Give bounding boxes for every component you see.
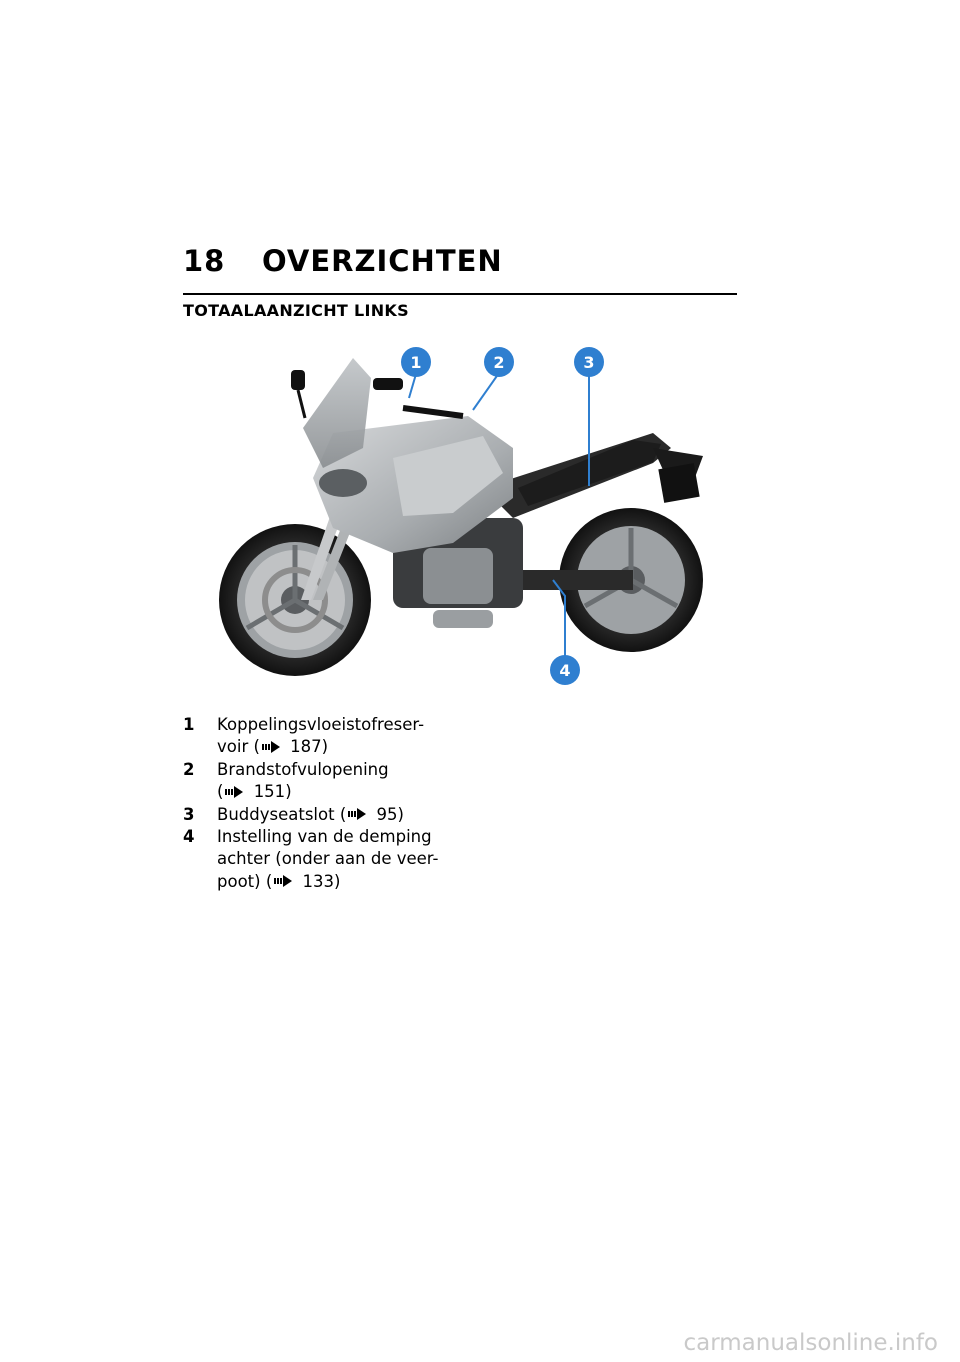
motorcycle-illustration (183, 338, 737, 698)
legend-number: 4 (183, 827, 195, 847)
callout-1 (401, 347, 431, 377)
legend-text-cont: poot) (217, 871, 261, 891)
legend-number: 3 (183, 804, 195, 824)
legend-item (183, 826, 463, 893)
arrow-reference-icon (225, 786, 245, 798)
legend-item (183, 804, 463, 826)
svg-text:2: 2 (493, 353, 505, 372)
callout-4 (550, 655, 580, 685)
watermark: carmanualsonline.info (683, 1330, 938, 1356)
legend-number: 1 (183, 715, 195, 734)
svg-text:1: 1 (410, 353, 422, 372)
svg-text:3: 3 (583, 353, 595, 372)
svg-text:4: 4 (559, 661, 571, 680)
legend-number: 2 (183, 759, 195, 779)
section-title: TOTAALAANZICHT LINKS (183, 301, 409, 320)
legend-text: Koppelingsvloeistofreser- (217, 715, 425, 734)
chapter-heading (183, 244, 737, 278)
page-reference[interactable]: ( 151) (217, 782, 292, 802)
legend-text-cont: achter (onder aan de veer- (217, 849, 439, 869)
legend-list (183, 714, 463, 893)
chapter-title: OVERZICHTEN (262, 244, 503, 278)
header-rule (183, 293, 737, 295)
legend-text: Brandstofvulopening (217, 759, 389, 779)
front-wheel (219, 524, 371, 676)
page-reference[interactable]: ( 187) (253, 737, 329, 757)
callout-2 (484, 347, 514, 377)
arrow-reference-icon (274, 875, 294, 887)
page-number: 18 (183, 244, 226, 278)
arrow-reference-icon (348, 808, 368, 820)
legend-text: Instelling van de demping (217, 827, 432, 847)
legend-item (183, 714, 463, 759)
motorcycle-figure (183, 338, 737, 698)
arrow-reference-icon (262, 741, 282, 753)
legend-item (183, 759, 463, 804)
page-reference[interactable]: ( 133) (265, 871, 341, 891)
page-header (183, 244, 737, 278)
callout-3 (574, 347, 604, 377)
legend-text: Buddyseatslot (217, 804, 335, 824)
page-reference[interactable]: ( 95) (339, 804, 404, 824)
legend-text-cont: voir (217, 737, 249, 757)
